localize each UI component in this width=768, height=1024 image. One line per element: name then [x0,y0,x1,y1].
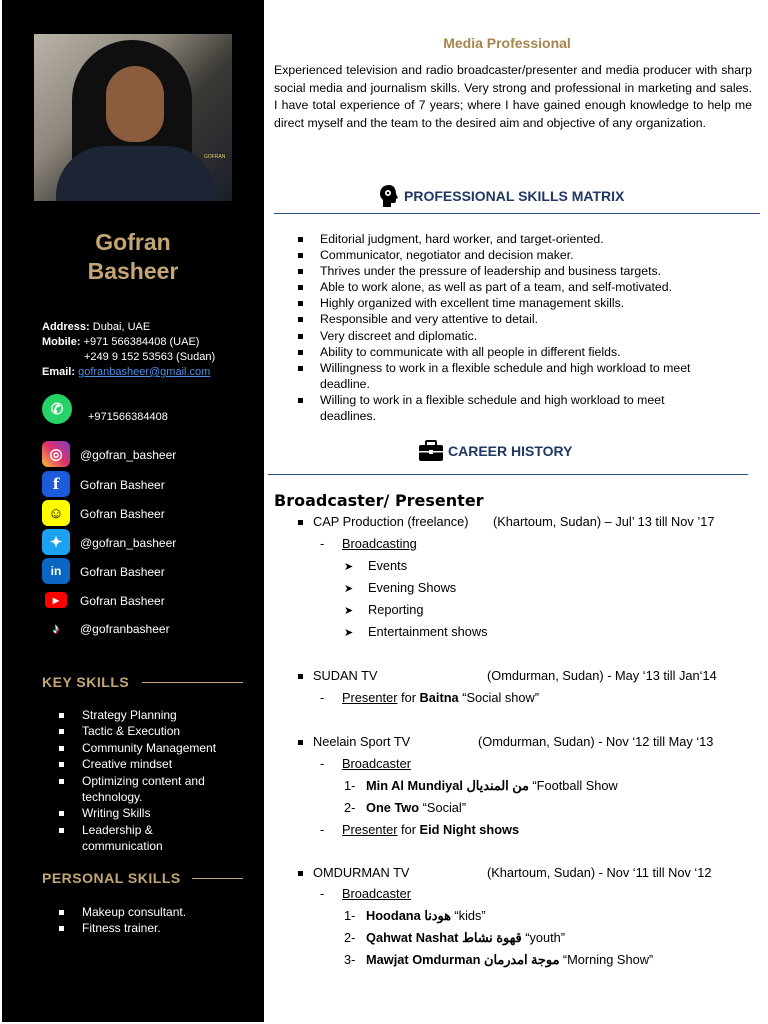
briefcase-icon [418,440,444,465]
email-link[interactable]: gofranbasheer@gmail.com [78,366,211,378]
facebook-name: Gofran Basheer [80,478,165,492]
social-tiktok[interactable] [42,615,262,643]
linkedin-icon: in [42,558,70,584]
summary-paragraph: Experienced television and radio broadcaster/presenter and media producer with sharp social media and journalism skills. Very strong and professional in marketing and sales. I have total experience of 7 years; where I have gained enough knowledge to help me direct myself and the team to the desired aim and objective of any organization. [274,63,752,130]
list-item: Willing to work in a flexible schedule and high workload to meet deadlines. [298,392,718,424]
social-facebook[interactable] [42,471,262,499]
last-name: Basheer [87,258,179,284]
key-skills-rule [142,682,243,683]
first-name: Gofran [95,229,171,255]
social-youtube[interactable] [42,587,262,615]
list-item: Willingness to work in a flexible schedule and high workload to meet deadline. [298,360,738,392]
personal-skills-rule [192,878,243,879]
list-item: Leadership & communication [58,822,208,855]
head-gear-icon [378,184,400,211]
list-item: Makeup consultant. [58,904,248,920]
social-whatsapp[interactable] [42,394,262,422]
list-item: Thrives under the pressure of leadership and business targets. [298,263,738,279]
mobile-uae: +971 566384408 (UAE) [83,336,200,348]
instagram-handle: @gofran_basheer [80,448,177,462]
list-item: Responsible and very attentive to detail. [298,311,738,327]
main-content [264,0,768,1024]
list-item: Tactic & Execution [58,723,248,739]
career-entry-cap: CAP Production (freelance) (Khartoum, Sudan) – Jul’ 13 till Nov ’17 [298,514,758,532]
career-entry-neelain: Neelain Sport TV (Omdurman, Sudan) - Nov ‘12 till May ‘13 [298,734,758,752]
omdurman-item: 2- Qahwat Nashat قهوة نشاط “youth” [344,930,566,945]
list-item: Optimizing content and technology. [58,773,248,806]
sidebar [2,0,264,1022]
key-skills-heading: KEY SKILLS [42,674,130,690]
cap-item: ➤ Evening Shows [344,580,457,595]
omdurman-sub: - Broadcaster [320,886,411,901]
list-item: Able to work alone, as well as part of a team, and self-motivated. [298,279,738,295]
twitter-handle: @gofran_basheer [80,536,177,550]
tiktok-icon: ♪ [42,615,70,641]
neelain-item: 2- One Two “Social” [344,800,467,815]
snapchat-icon: ☺ [42,500,70,526]
personal-skills-heading: PERSONAL SKILLS [42,870,181,886]
social-instagram[interactable] [42,441,262,469]
instagram-icon: ◎ [42,441,70,467]
list-item: Community Management [58,740,248,756]
career-entry-sudan-tv: SUDAN TV (Omdurman, Sudan) - May ‘13 till Jan‘14 [298,668,758,686]
tiktok-handle: @gofranbasheer [80,622,170,636]
cap-item: ➤ Events [344,558,408,573]
omdurman-item: 3- Mawjat Omdurman موجة امدرمان “Morning Show” [344,952,654,967]
cap-item: ➤ Reporting [344,602,424,617]
mobile-label: Mobile: [42,336,81,348]
address-label: Address: [42,321,90,333]
profile-photo: GOFRAN [34,34,232,201]
list-item: Ability to communicate with all people in different fields. [298,344,738,360]
list-item: Writing Skills [58,805,248,821]
youtube-name: Gofran Basheer [80,594,165,608]
list-item: Creative mindset [58,756,248,772]
snapchat-name: Gofran Basheer [80,507,165,521]
personal-skills-list [58,904,248,937]
skills-matrix-list [298,231,738,424]
list-item: Communicator, negotiator and decision maker. [298,247,738,263]
social-linkedin[interactable] [42,558,262,586]
cap-item: ➤ Entertainment shows [344,624,488,639]
list-item: Editorial judgment, hard worker, and target-oriented. [298,231,738,247]
skills-matrix-rule [274,213,760,214]
address-value: Dubai, UAE [92,321,151,333]
whatsapp-icon: ✆ [42,394,72,424]
career-entry-omdurman: OMDURMAN TV (Khartoum, Sudan) - Nov ‘11 till Nov ‘12 [298,865,758,883]
neelain-sub-2: - Presenter for Eid Night shows [320,822,520,837]
mobile-sudan: +249 9 152 53563 (Sudan) [84,351,216,363]
list-item: Strategy Planning [58,707,248,723]
whatsapp-number: +971566384408 [88,411,168,423]
omdurman-item: 1- Hoodana هودنا “kids” [344,908,486,923]
youtube-icon: ▶ [45,592,67,608]
skills-matrix-heading: PROFESSIONAL SKILLS MATRIX [378,184,624,211]
career-history-rule [268,474,748,475]
contact-block [42,320,215,380]
list-item: Fitness trainer. [58,920,248,936]
page-title: Media Professional [443,35,571,51]
facebook-icon: f [42,471,70,497]
list-item: Highly organized with excellent time management skills. [298,295,738,311]
social-twitter[interactable] [42,529,262,557]
linkedin-name: Gofran Basheer [80,565,165,579]
sudan-tv-sub: - Presenter for Baitna “Social show” [320,690,540,705]
twitter-icon: ✦ [42,529,70,555]
key-skills-list [58,707,248,855]
cap-sub: - Broadcasting [320,536,417,551]
list-item: Very discreet and diplomatic. [298,328,738,344]
neelain-sub: - Broadcaster [320,756,411,771]
email-label: Email: [42,366,76,378]
career-history-heading: CAREER HISTORY [418,440,572,465]
neelain-item: 1- Min Al Mundiyal من المنديال “Football Show [344,778,618,793]
role-title: Broadcaster/ Presenter [274,491,484,510]
social-snapchat[interactable] [42,500,262,528]
